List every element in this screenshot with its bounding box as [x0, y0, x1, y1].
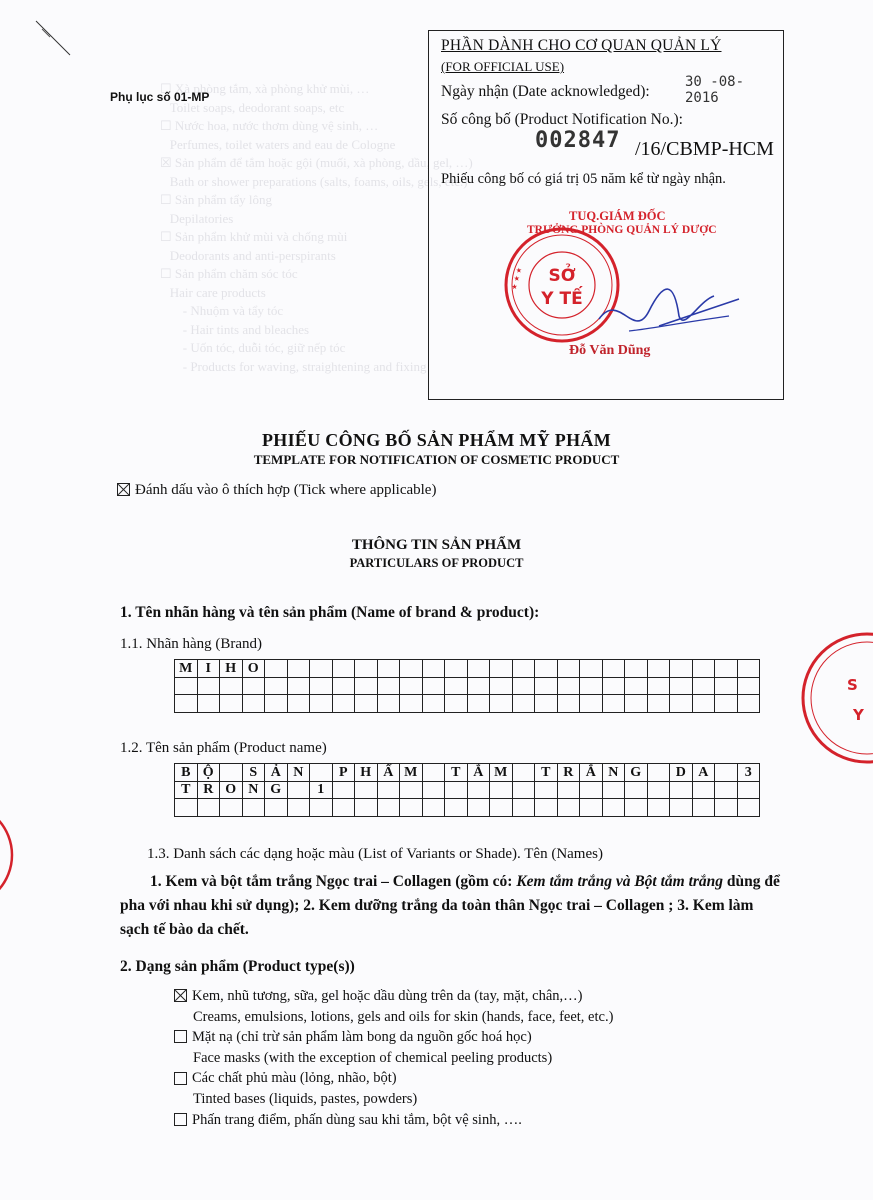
- official-heading-en: (FOR OFFICIAL USE): [441, 59, 565, 74]
- checkbox-icon: [174, 1113, 187, 1126]
- grid-row: [175, 677, 760, 695]
- grid-cell: G: [625, 764, 648, 782]
- grid-cell: [647, 799, 670, 817]
- grid-cell: [737, 781, 760, 799]
- validity-note: Phiếu công bố có giá trị 05 năm kể từ ngày nhận.: [441, 171, 726, 187]
- grid-cell: [332, 695, 355, 713]
- grid-cell: [287, 660, 310, 678]
- grid-cell: [602, 660, 625, 678]
- product-types-list: [174, 986, 613, 1130]
- grid-cell: [467, 660, 490, 678]
- grid-cell: [557, 799, 580, 817]
- grid-cell: [512, 660, 535, 678]
- grid-cell: [512, 677, 535, 695]
- grid-cell: [625, 677, 648, 695]
- grid-cell: [647, 781, 670, 799]
- form-title-en: TEMPLATE FOR NOTIFICATION OF COSMETIC PRODUCT: [253, 452, 620, 467]
- grid-cell: [737, 695, 760, 713]
- grid-cell: [625, 781, 648, 799]
- grid-cell: Ộ: [197, 764, 220, 782]
- grid-cell: B: [175, 764, 198, 782]
- grid-cell: [377, 660, 400, 678]
- grid-cell: [625, 660, 648, 678]
- grid-cell: [557, 695, 580, 713]
- product-type-en: Face masks (with the exception of chemical peeling products): [193, 1049, 553, 1066]
- signer-name: Đỗ Văn Dũng: [569, 343, 651, 358]
- grid-cell: [332, 660, 355, 678]
- grid-cell: [175, 799, 198, 817]
- grid-cell: [377, 781, 400, 799]
- grid-cell: [535, 695, 558, 713]
- section-title-en: PARTICULARS OF PRODUCT: [349, 556, 524, 570]
- checked-box-icon: [117, 483, 130, 496]
- product-type-vi: Kem, nhũ tương, sữa, gel hoặc dầu dùng trên da (tay, mặt, chân,…): [192, 988, 583, 1004]
- product-type-en: Creams, emulsions, lotions, gels and oils for skin (hands, face, feet, etc.): [193, 1008, 614, 1025]
- grid-cell: [467, 781, 490, 799]
- svg-text:Y TẾ: Y TẾ: [541, 289, 583, 309]
- grid-cell: [467, 695, 490, 713]
- grid-cell: Ẩ: [377, 764, 400, 782]
- grid-cell: [400, 660, 423, 678]
- product-type-option: [174, 986, 613, 1007]
- grid-cell: [535, 677, 558, 695]
- grid-cell: [175, 695, 198, 713]
- grid-cell: [692, 695, 715, 713]
- grid-cell: M: [490, 764, 513, 782]
- signature-icon: [589, 271, 749, 351]
- grid-cell: [310, 677, 333, 695]
- grid-cell: [287, 677, 310, 695]
- notification-no-suffix: /16/CBMP-HCM: [635, 138, 774, 160]
- grid-row: [175, 799, 760, 817]
- brand-grid: [174, 659, 760, 713]
- grid-cell: [400, 677, 423, 695]
- grid-cell: [265, 695, 288, 713]
- product-type-option: [174, 1110, 613, 1131]
- svg-text:S: S: [847, 676, 858, 694]
- grid-cell: [602, 695, 625, 713]
- grid-cell: [445, 677, 468, 695]
- grid-cell: [512, 764, 535, 782]
- grid-cell: N: [242, 781, 265, 799]
- grid-cell: [197, 799, 220, 817]
- grid-cell: [355, 695, 378, 713]
- grid-cell: 3: [737, 764, 760, 782]
- tick-instruction: Đánh dấu vào ô thích hợp (Tick where applicable): [117, 482, 436, 499]
- partial-seal-left-icon: [0, 800, 22, 910]
- stamp-department: TRƯỞNG PHÒNG QUẢN LÝ DƯỢC: [527, 224, 717, 236]
- notification-no-label: Số công bố (Product Notification No.):: [441, 111, 683, 128]
- grid-cell: [287, 781, 310, 799]
- grid-cell: [647, 695, 670, 713]
- grid-cell: Ắ: [580, 764, 603, 782]
- grid-cell: [512, 695, 535, 713]
- grid-cell: [287, 695, 310, 713]
- checked-box-icon: [174, 989, 187, 1002]
- grid-cell: [647, 677, 670, 695]
- grid-cell: T: [535, 764, 558, 782]
- grid-cell: [535, 781, 558, 799]
- grid-cell: M: [175, 660, 198, 678]
- grid-cell: R: [557, 764, 580, 782]
- grid-cell: M: [400, 764, 423, 782]
- grid-cell: [647, 764, 670, 782]
- grid-cell: [377, 695, 400, 713]
- section-title: THÔNG TIN SẢN PHẨM: [351, 537, 522, 553]
- checkbox-icon: [174, 1072, 187, 1085]
- grid-cell: [557, 660, 580, 678]
- grid-row: [175, 695, 760, 713]
- variants-label: 1.3. Danh sách các dạng hoặc màu (List of Variants or Shade). Tên (Names): [147, 846, 603, 862]
- svg-text:SỞ: SỞ: [548, 266, 576, 286]
- grid-cell: [445, 799, 468, 817]
- grid-cell: [602, 781, 625, 799]
- grid-cell: [377, 677, 400, 695]
- grid-cell: H: [220, 660, 243, 678]
- grid-cell: [197, 677, 220, 695]
- notification-no-value: 002847: [535, 128, 621, 153]
- product-name-label: 1.2. Tên sản phẩm (Product name): [120, 740, 327, 756]
- grid-row: [175, 660, 760, 678]
- svg-text:★ ★ ★: ★ ★ ★: [510, 266, 524, 291]
- scan-scratch-marks: [30, 15, 90, 65]
- grid-cell: N: [287, 764, 310, 782]
- grid-row: [175, 764, 760, 782]
- product-name-grid: [174, 763, 760, 817]
- grid-cell: [692, 660, 715, 678]
- grid-cell: [422, 695, 445, 713]
- grid-cell: [310, 660, 333, 678]
- grid-cell: [715, 677, 738, 695]
- product-type-vi: Mặt nạ (chỉ trừ sản phẩm làm bong da nguồn gốc hoá học): [192, 1029, 532, 1046]
- appendix-label: Phụ lục số 01-MP: [110, 90, 210, 104]
- grid-cell: [265, 799, 288, 817]
- grid-cell: [287, 799, 310, 817]
- grid-cell: [422, 781, 445, 799]
- stamp-title: TUQ.GIÁM ĐỐC: [569, 209, 666, 223]
- grid-cell: [220, 799, 243, 817]
- grid-cell: [580, 660, 603, 678]
- grid-cell: I: [197, 660, 220, 678]
- grid-cell: [355, 677, 378, 695]
- grid-cell: G: [265, 781, 288, 799]
- grid-cell: [490, 677, 513, 695]
- grid-cell: 1: [310, 781, 333, 799]
- grid-cell: [737, 660, 760, 678]
- product-type-vi: Các chất phủ màu (lỏng, nhão, bột): [192, 1070, 397, 1087]
- grid-cell: [242, 799, 265, 817]
- grid-cell: [737, 799, 760, 817]
- grid-cell: [265, 677, 288, 695]
- grid-cell: [400, 781, 423, 799]
- grid-cell: [692, 799, 715, 817]
- grid-cell: H: [355, 764, 378, 782]
- grid-cell: [490, 660, 513, 678]
- grid-cell: [602, 677, 625, 695]
- grid-cell: [715, 781, 738, 799]
- grid-cell: [220, 695, 243, 713]
- grid-cell: [692, 781, 715, 799]
- grid-cell: [332, 677, 355, 695]
- grid-cell: [715, 764, 738, 782]
- grid-cell: [535, 660, 558, 678]
- grid-cell: [580, 695, 603, 713]
- grid-cell: [580, 781, 603, 799]
- grid-cell: [692, 677, 715, 695]
- grid-cell: [715, 799, 738, 817]
- grid-cell: [602, 799, 625, 817]
- grid-cell: T: [175, 781, 198, 799]
- grid-cell: [332, 781, 355, 799]
- grid-cell: [535, 799, 558, 817]
- checkbox-icon: [174, 1030, 187, 1043]
- grid-cell: T: [445, 764, 468, 782]
- brand-label: 1.1. Nhãn hàng (Brand): [120, 636, 263, 652]
- grid-cell: [220, 764, 243, 782]
- grid-cell: [242, 677, 265, 695]
- grid-cell: [175, 677, 198, 695]
- grid-cell: [715, 695, 738, 713]
- grid-cell: [467, 799, 490, 817]
- grid-cell: O: [220, 781, 243, 799]
- section-1-heading: 1. Tên nhãn hàng và tên sản phẩm (Name of brand & product):: [120, 604, 540, 621]
- grid-cell: [355, 781, 378, 799]
- bleed-through-text: ☐ Xà phòng tắm, xà phòng khử mùi, … Toilet soaps, deodorant soaps, etc ☐ Nước hoa, nước thơm dùng vệ sinh, … Perfumes, toilet waters and eau de Cologne ☒ Sản phẩm để tắm hoặc gội (muối, xà phòng, dầu, gel, …) Bath or shower preparations (salts, foams, oils, gels, etc.) ☐ Sản phẩm tẩy lông Depilatories ☐ Sản phẩm khử mùi và chống mùi Deodorants and anti-perspirants ☐ Sản phẩm chăm sóc tóc Hair care products - Nhuộm và tẩy tóc - Hair tints and bleaches - Uốn tóc, duỗi tóc, giữ nếp tóc - Products for waving, straightening and fixing: [160, 81, 473, 374]
- grid-cell: [445, 660, 468, 678]
- date-acknowledged-value: 30 -08- 2016: [685, 74, 745, 106]
- grid-cell: [422, 799, 445, 817]
- grid-cell: [557, 781, 580, 799]
- grid-cell: [445, 781, 468, 799]
- grid-cell: [265, 660, 288, 678]
- grid-cell: O: [242, 660, 265, 678]
- grid-cell: [400, 799, 423, 817]
- grid-cell: [625, 799, 648, 817]
- grid-cell: [332, 799, 355, 817]
- grid-cell: P: [332, 764, 355, 782]
- partial-seal-right-icon: [795, 628, 873, 768]
- grid-cell: Ả: [265, 764, 288, 782]
- grid-cell: [490, 799, 513, 817]
- grid-cell: [580, 799, 603, 817]
- grid-cell: [490, 781, 513, 799]
- svg-text:Y: Y: [853, 706, 864, 724]
- grid-cell: [625, 695, 648, 713]
- grid-cell: [355, 660, 378, 678]
- grid-cell: [647, 660, 670, 678]
- product-type-vi: Phấn trang điểm, phấn dùng sau khi tắm, bột vệ sinh, ….: [192, 1111, 522, 1128]
- grid-cell: [445, 695, 468, 713]
- section-2-heading: 2. Dạng sản phẩm (Product type(s)): [120, 958, 355, 975]
- product-type-option: [174, 1027, 613, 1048]
- grid-cell: [310, 799, 333, 817]
- grid-cell: [377, 799, 400, 817]
- grid-cell: [512, 781, 535, 799]
- grid-cell: [670, 660, 693, 678]
- form-title: PHIẾU CÔNG BỐ SẢN PHẨM MỸ PHẨM: [262, 430, 611, 450]
- grid-cell: [670, 799, 693, 817]
- grid-cell: [310, 695, 333, 713]
- grid-cell: [242, 695, 265, 713]
- grid-cell: [490, 695, 513, 713]
- grid-cell: S: [242, 764, 265, 782]
- grid-cell: A: [692, 764, 715, 782]
- grid-cell: [422, 764, 445, 782]
- grid-cell: R: [197, 781, 220, 799]
- grid-cell: [422, 660, 445, 678]
- grid-row: [175, 781, 760, 799]
- official-heading: PHẦN DÀNH CHO CƠ QUAN QUẢN LÝ: [441, 37, 722, 54]
- grid-cell: [715, 660, 738, 678]
- grid-cell: [512, 799, 535, 817]
- grid-cell: [355, 799, 378, 817]
- grid-cell: [670, 781, 693, 799]
- product-type-en: Tinted bases (liquids, pastes, powders): [193, 1090, 418, 1107]
- grid-cell: [197, 695, 220, 713]
- grid-cell: [670, 677, 693, 695]
- official-use-box: [428, 30, 784, 400]
- grid-cell: N: [602, 764, 625, 782]
- grid-cell: [310, 764, 333, 782]
- grid-cell: [580, 677, 603, 695]
- grid-cell: [220, 677, 243, 695]
- grid-cell: [400, 695, 423, 713]
- grid-cell: [557, 677, 580, 695]
- grid-cell: [467, 677, 490, 695]
- variants-list: 1. Kem và bột tắm trắng Ngọc trai – Collagen (gồm có: Kem tắm trắng và Bột tắm trắng dùng để pha với nhau khi sử dụng); 2. Kem dưỡng trắng da toàn thân Ngọc trai – Collagen ; 3. Kem làm sạch tế bào da chết.: [120, 873, 780, 938]
- product-type-option: [174, 1068, 613, 1089]
- grid-cell: [737, 677, 760, 695]
- date-acknowledged-label: Ngày nhận (Date acknowledged):: [441, 83, 650, 100]
- variants-italic: Kem tắm trắng và Bột tắm trắng: [516, 873, 724, 890]
- grid-cell: [670, 695, 693, 713]
- grid-cell: D: [670, 764, 693, 782]
- grid-cell: [422, 677, 445, 695]
- grid-cell: Ắ: [467, 764, 490, 782]
